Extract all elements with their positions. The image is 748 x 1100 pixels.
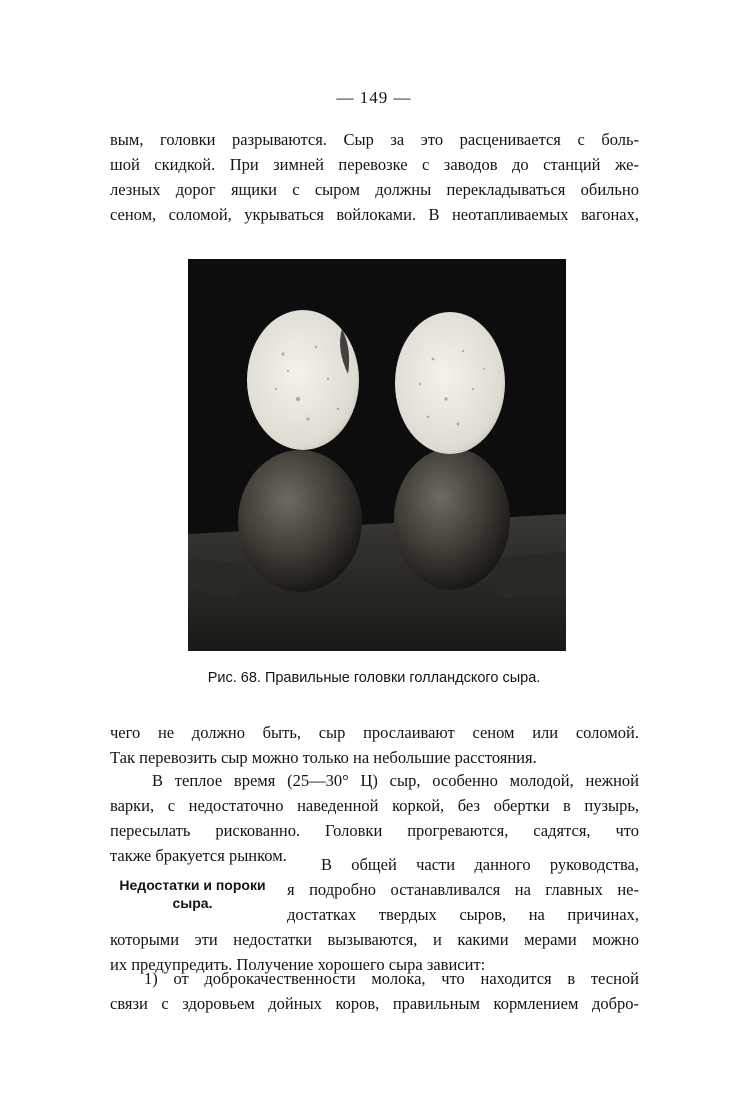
page-number: — 149 —: [336, 88, 412, 107]
text-line: которыми эти недостатки вызываются, и какими мерами можно: [110, 930, 639, 949]
text-line: 1) от доброкачественности молока, что находится в тесной: [144, 969, 639, 988]
text-line: связи с здоровьем дойных коров, правильным кормлением добро-: [110, 994, 639, 1013]
text-line: В теплое время (25—30° Ц) сыр, особенно молодой, нежной: [152, 771, 639, 790]
text-line: достатках твердых сыров, на причинах,: [287, 905, 639, 924]
text-line: В общей части данного руководства,: [321, 855, 639, 874]
wrapped-text: [287, 852, 639, 927]
side-heading-line: Недостатки и пороки: [119, 877, 266, 893]
continuation-paragraph: [110, 720, 639, 770]
text-line: варки, с недостаточно наведенной коркой, без обертки в пузырь,: [110, 796, 639, 815]
text-line: шой скидкой. При зимней перевозке с заводов до станций же-: [110, 155, 639, 174]
text-line: Так перевозить сыр можно только на небольшие расстояния.: [110, 748, 537, 767]
figure-caption: Рис. 68. Правильные головки голландского сыра.: [207, 670, 541, 686]
text-line: вым, головки разрываются. Сыр за это расценивается с боль-: [110, 130, 639, 149]
text-line: пересылать рискованно. Головки прогреваются, садятся, что: [110, 821, 639, 840]
text-line: также бракуется рынком.: [110, 846, 287, 865]
text-line: я подробно останавливался на главных не-: [287, 880, 639, 899]
text-line: сеном, соломой, укрываться войлоками. В неотапливаемых вагонах,: [110, 205, 639, 224]
text-line: чего не должно быть, сыр прослаивают сеном или соломой.: [110, 723, 639, 742]
list-item: [110, 966, 639, 1016]
side-heading-line: сыра.: [172, 895, 213, 911]
cheese-photo-illustration: [188, 259, 566, 651]
side-heading: [100, 876, 285, 912]
cheese-photo: [188, 259, 566, 651]
top-paragraph: [110, 127, 639, 227]
text-line: лезных дорог ящики с сыром должны перекладываться обильно: [110, 180, 639, 199]
text-line: их предупредить. Получение хорошего сыра зависит:: [110, 955, 486, 974]
